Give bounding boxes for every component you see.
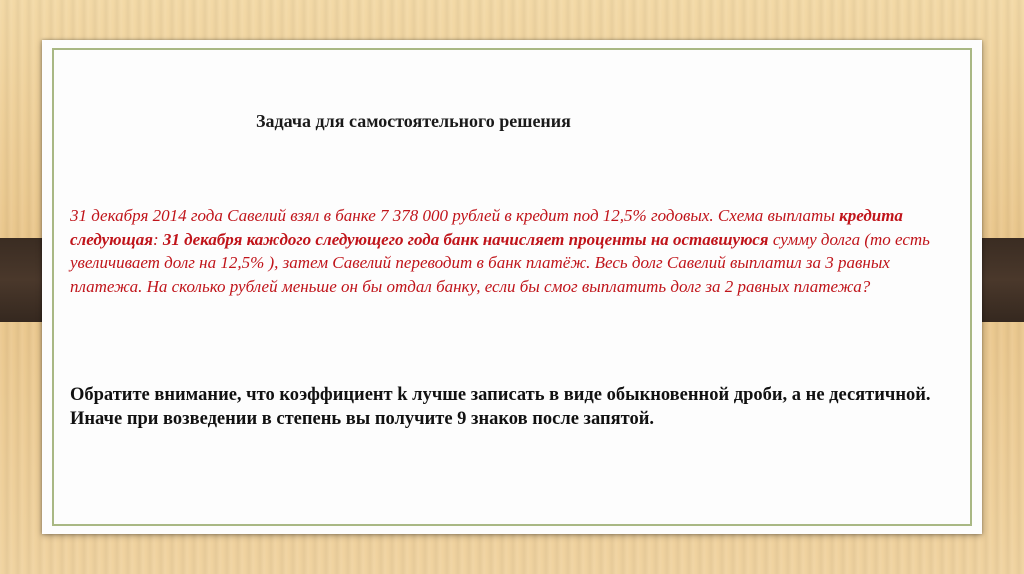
slide-card <box>42 40 982 534</box>
task-text-part4: 31 декабря каждого следующего года банк начисляет проценты на оставшуюся <box>162 229 769 249</box>
task-text-part5: сумму долга (то есть увеличивает долг на 12,5% ), затем Савелий переводит в банк платёж. Весь долг Савелий выплатил за 3 равных платежа. На сколько рублей меньше он бы отдал банку, если бы смог выплатить долг за 2 равных платежа? <box>70 229 930 296</box>
task-heading: Задача для самостоятельного решения <box>256 111 571 131</box>
task-text <box>70 204 966 298</box>
task-text-part2: кредита следующая <box>70 206 903 249</box>
hint-note: Обратите внимание, что коэффициент k лучше записать в виде обыкновенной дроби, а не десятичной. Иначе при возведении в степень вы получите 9 знаков после запятой. <box>70 385 931 429</box>
task-text-part1: 31 декабря 2014 года Савелий взял в банке 7 378 000 рублей в кредит под 12,5% годовых. Схема выплаты <box>70 206 840 225</box>
task-text-part3: : <box>152 229 163 249</box>
